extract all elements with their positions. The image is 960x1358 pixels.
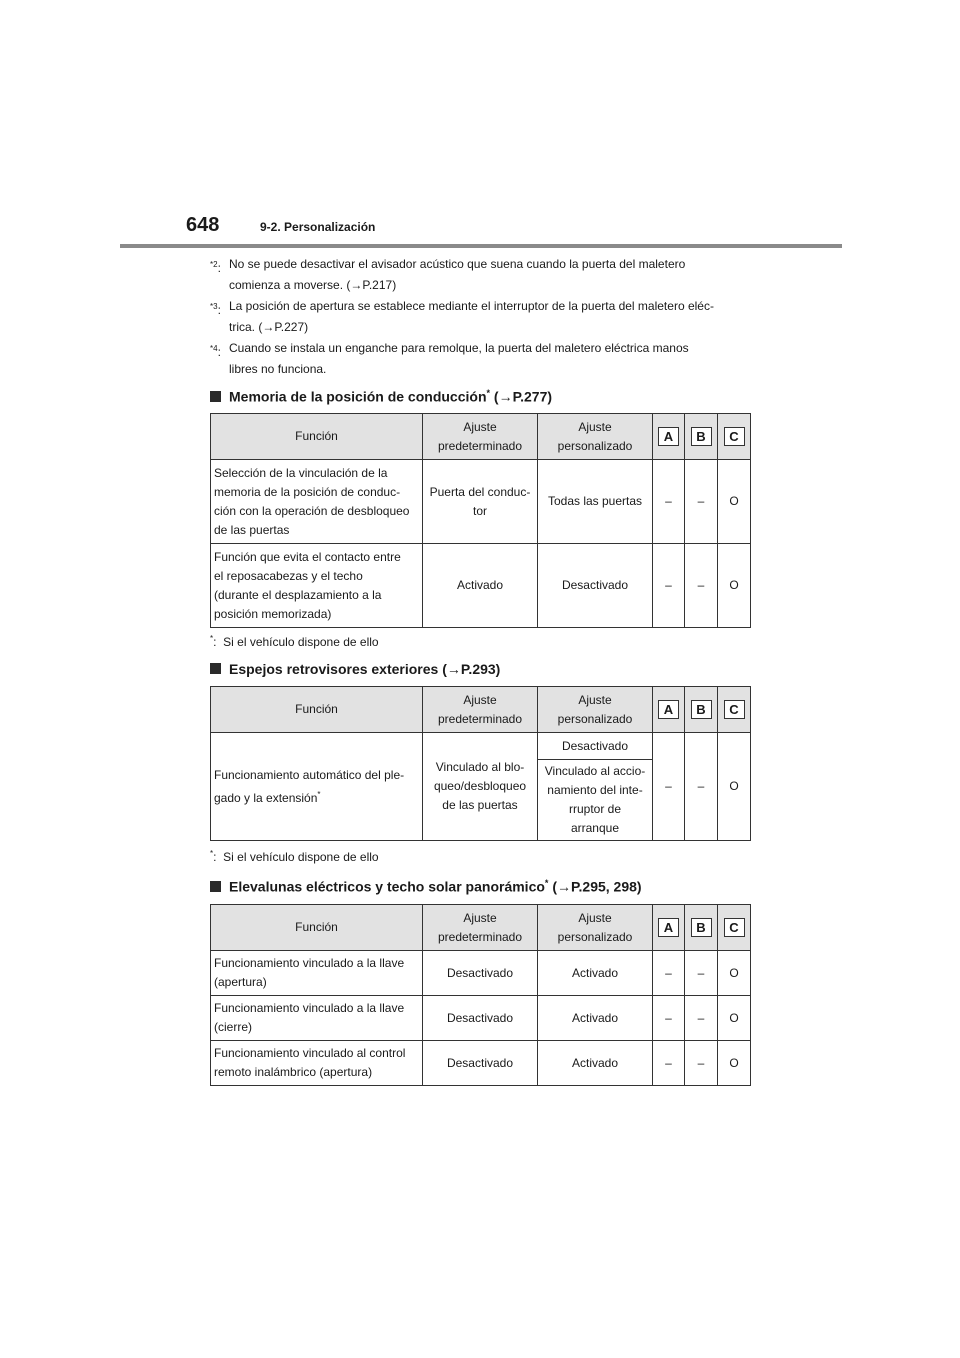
section-title: 9-2. Personalización [260,220,376,234]
note-mark: $^{*3}$: [210,302,221,317]
letter-b-icon: B [691,427,712,446]
note-4: $^{*4}$: Cuando se instala un enganche para remolque, la puerta del maletero eléctrica manos libres no funciona. [210,338,750,380]
letter-b-icon: B [691,700,712,719]
table-memoria [210,413,751,628]
note-mark: $^{*2}$: [210,260,221,275]
col-predeterminado: Ajuste predeterminado [423,687,538,733]
col-predeterminado: Ajuste predeterminado [423,414,538,460]
table-header-row [211,687,751,733]
col-predeterminado: Ajuste predeterminado [423,905,538,951]
heading-memoria: Memoria de la posición de conducción* (→P.277) [210,388,552,405]
footnote-memoria: *: Si el vehículo dispone de ello [210,634,379,649]
col-personalizado: Ajuste personalizado [538,905,653,951]
col-funcion: Función [211,414,423,460]
letter-a-icon: A [658,427,679,446]
heading-espejos: Espejos retrovisores exteriores (→P.293) [210,661,500,677]
table-row: Funcionamiento automático del ple- gado y la extensión* Vinculado al blo- queo/desbloqueo de las puertas Desactivado Vinculado al accio- namiento del inte- rruptor de arranque – – O [211,733,751,841]
table-row: Función que evita el contacto entre el reposacabezas y el techo (durante el desplazamiento a la posición memorizada) Activado Desactivado – – O [211,544,751,628]
letter-c-icon: C [724,700,745,719]
letter-c-icon: C [724,918,745,937]
table-row: Funcionamiento vinculado a la llave (apertura) Desactivado Activado – – O [211,951,751,996]
table-espejos [210,686,751,841]
note-2: $^{*2}$: No se puede desactivar el avisador acústico que suena cuando la puerta del maletero comienza a moverse. (→P.217) [210,254,750,296]
square-bullet-icon [210,663,221,674]
header-rule [120,244,842,248]
heading-elevalunas: Elevalunas eléctricos y techo solar panorámico* (→P.295, 298) [210,878,642,895]
square-bullet-icon [210,881,221,892]
table-elevalunas [210,904,751,1086]
table-header-row [211,414,751,460]
letter-a-icon: A [658,700,679,719]
note-3: $^{*3}$: La posición de apertura se establece mediante el interruptor de la puerta del maletero eléc- trica. (→P.227) [210,296,750,338]
table-row: Funcionamiento vinculado a la llave (cierre) Desactivado Activado – – O [211,996,751,1041]
square-bullet-icon [210,391,221,402]
table-header-row [211,905,751,951]
table-row: Selección de la vinculación de la memoria de la posición de conduc- ción con la operación de desbloqueo de las puertas Puerta del conduc- tor Todas las puertas – – O [211,460,751,544]
letter-a-icon: A [658,918,679,937]
footnote-espejos: *: Si el vehículo dispone de ello [210,849,379,864]
note-mark: $^{*4}$: [210,344,221,359]
page-number: 648 [186,214,220,236]
letter-b-icon: B [691,918,712,937]
col-personalizado: Ajuste personalizado [538,414,653,460]
col-funcion: Función [211,687,423,733]
col-personalizado: Ajuste personalizado [538,687,653,733]
table-row: Funcionamiento vinculado al control remoto inalámbrico (apertura) Desactivado Activado – – O [211,1041,751,1086]
col-funcion: Función [211,905,423,951]
letter-c-icon: C [724,427,745,446]
